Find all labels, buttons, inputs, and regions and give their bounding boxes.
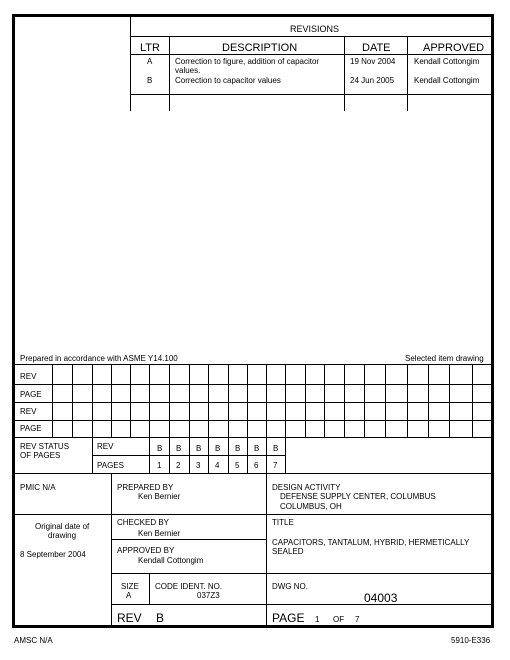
rev-value: B <box>157 444 163 453</box>
prepared-note: Prepared in accordance with ASME Y14.100 <box>20 354 178 363</box>
footer-left: AMSC N/A <box>14 636 53 645</box>
drawing-title-cont: SEALED <box>272 547 304 556</box>
revision-ltr: B <box>147 76 153 85</box>
revision-ltr: A <box>147 57 153 66</box>
original-date-label-cont: drawing <box>48 531 77 540</box>
revision-date: 24 Jun 2005 <box>350 76 395 85</box>
revision-date: 19 Nov 2004 <box>350 57 396 66</box>
rev-status-label-cont: OF PAGES <box>20 451 61 460</box>
design-activity-city: COLUMBUS, OH <box>280 502 342 511</box>
page-number: 5 <box>235 461 240 470</box>
size-value: A <box>126 591 132 600</box>
revision-description: Correction to figure, addition of capacitor <box>175 57 320 66</box>
rev-value: B <box>215 444 221 453</box>
original-date-label: Original date of <box>35 522 90 531</box>
page-value: 1 <box>315 615 320 624</box>
prepared-by-label: PREPARED BY <box>117 483 174 492</box>
drawing-title: CAPACITORS, TANTALUM, HYBRID, HERMETICALLY <box>272 538 470 547</box>
description-header: DESCRIPTION <box>222 42 298 54</box>
checked-by-name: Ken Bernier <box>138 529 181 538</box>
page-number: 6 <box>254 461 259 470</box>
checked-by-label: CHECKED BY <box>117 518 170 527</box>
pmic-label: PMIC N/A <box>20 483 56 492</box>
dwg-no-value: 04003 <box>364 591 398 605</box>
rev-value: B <box>156 611 165 625</box>
ltr-header: LTR <box>140 42 160 54</box>
date-header: DATE <box>362 42 391 54</box>
design-activity-name: DEFENSE SUPPLY CENTER, COLUMBUS <box>280 492 436 501</box>
approved-header: APPROVED <box>423 42 485 54</box>
revision-description-cont: values. <box>175 66 201 75</box>
rev-status-label: REV STATUS <box>20 442 70 451</box>
rev-value: B <box>196 444 202 453</box>
revision-description: Correction to capacitor values <box>175 76 281 85</box>
rev-row-label: REV <box>20 372 37 381</box>
revision-approved: Kendall Cottongim <box>414 76 480 85</box>
size-label: SIZE <box>121 582 139 591</box>
rev-label: REV <box>117 611 142 625</box>
prepared-by-name: Ken Bernier <box>138 492 181 501</box>
page-number: 2 <box>176 461 181 470</box>
dwg-no-label: DWG NO. <box>272 582 308 591</box>
total-pages: 7 <box>355 615 360 624</box>
page-number: 3 <box>196 461 201 470</box>
design-activity-label: DESIGN ACTIVITY <box>272 483 341 492</box>
rev-row-label: REV <box>20 407 37 416</box>
code-ident-value: 037Z3 <box>197 591 220 600</box>
page-number: 7 <box>273 461 278 470</box>
approved-by-label: APPROVED BY <box>117 546 175 555</box>
page-row-label: PAGE <box>20 390 42 399</box>
selected-item-note: Selected item drawing <box>405 354 484 363</box>
title-label: TITLE <box>272 518 294 527</box>
pages-label: PAGES <box>97 461 124 470</box>
drawing-frame <box>12 14 494 628</box>
revisions-title: REVISIONS <box>290 24 340 34</box>
rev-value: B <box>254 444 260 453</box>
page-number: 4 <box>215 461 220 470</box>
revision-approved: Kendall Cottongim <box>414 57 480 66</box>
footer-right: 5910-E336 <box>451 636 491 645</box>
rev-value: B <box>235 444 241 453</box>
page-label: PAGE <box>272 611 305 625</box>
page-number: 1 <box>157 461 162 470</box>
of-label: OF <box>333 615 345 624</box>
rev-value: B <box>273 444 279 453</box>
rev-value: B <box>176 444 182 453</box>
rev-label: REV <box>97 442 114 451</box>
code-ident-label: CODE IDENT. NO. <box>155 582 223 591</box>
page-row-label: PAGE <box>20 424 42 433</box>
original-date: 8 September 2004 <box>20 550 86 559</box>
approved-by-name: Kendall Cottongim <box>138 556 204 565</box>
